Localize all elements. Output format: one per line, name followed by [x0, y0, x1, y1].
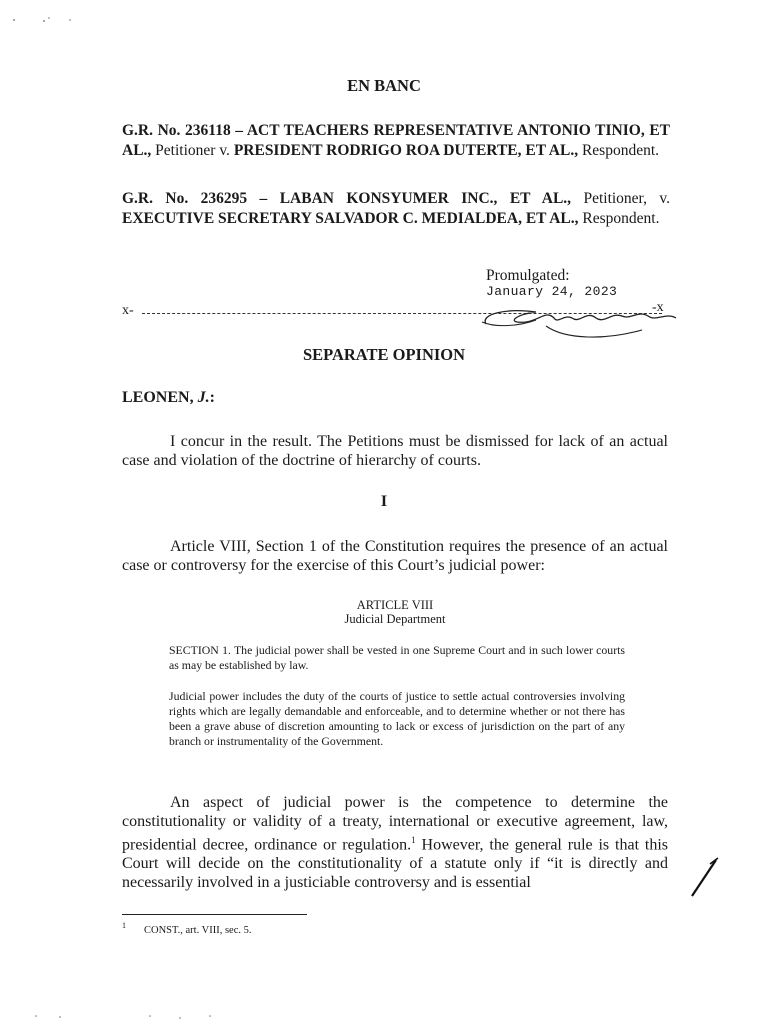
paragraph-1: I concur in the result. The Petitions must be dismissed for lack of an actual case and violation of the doctrine of hierarchy of courts.	[122, 433, 668, 469]
separator-right: -x	[652, 300, 664, 315]
en-banc-heading: EN BANC	[347, 76, 421, 95]
footnote-ref[interactable]: 1	[411, 835, 416, 845]
footnote-rule	[122, 914, 307, 915]
paragraph-3	[122, 793, 668, 892]
author-name: LEONEN,	[122, 389, 194, 406]
signature	[476, 296, 686, 342]
quote-section-2: Judicial power includes the duty of the courts of justice to settle actual controversies involving rights which are legally demandable and enforceable, and to determine whether or not there has been a grave abuse of discretion amounting to lack or excess of jurisdiction on the part of any branch or instrumentality of the Government.	[169, 689, 625, 748]
separator-left: x-	[122, 303, 134, 318]
case1-respondent: PRESIDENT RODRIGO ROA DUTERTE, ET AL.,	[233, 142, 579, 159]
case-caption-2	[122, 189, 670, 229]
case1-number: G.R. No. 236118 – ACT TEACHERS REPRESENTATIVE ANTONIO TINIO, ET AL.,	[122, 122, 670, 159]
paragraph-3-part-2: However, the general rule is that this Court will decide on the constitutionality of a statute only if “it is directly and necessarily involved in a justiciable controversy and is essential	[122, 836, 669, 892]
quote-department: Judicial Department	[344, 612, 446, 626]
section-numeral: I	[380, 493, 388, 510]
footnote-number: 1	[122, 921, 126, 930]
paragraph-2: Article VIII, Section 1 of the Constitution requires the presence of an actual case or controversy for the exercise of this Court’s judicial power:	[122, 538, 668, 574]
margin-mark	[686, 856, 722, 900]
case-caption-1	[122, 121, 670, 161]
case2-number: G.R. No. 236295 – LABAN KONSYUMER INC., ET AL.,	[122, 190, 572, 207]
case1-petitioner: Petitioner v.	[151, 142, 234, 159]
promulgated-date: January 24, 2023	[486, 284, 618, 299]
author-colon: :	[209, 389, 215, 406]
author-initial: J.	[197, 389, 210, 406]
case2-respondent: EXECUTIVE SECRETARY SALVADOR C. MEDIALDEA, ET AL.,	[122, 210, 579, 227]
footnote-text: CONST., art. VIII, sec. 5.	[144, 924, 252, 936]
paragraph-3-part-1: An aspect of judicial power is the competence to determine the constitutionality or validity of a treaty, international or executive agreement, law, presidential decree, ordinance or regulation.	[122, 794, 668, 854]
author-line	[122, 389, 215, 407]
promulgated-label: Promulgated:	[486, 267, 570, 284]
footnote-1	[122, 921, 252, 936]
quote-section-1: SECTION 1. The judicial power shall be vested in one Supreme Court and in such lower courts as may be established by law.	[169, 643, 625, 672]
case2-respondent-label: Respondent.	[578, 210, 660, 227]
quote-article-title: ARTICLE VIII	[356, 598, 434, 612]
separate-opinion-title: SEPARATE OPINION	[302, 345, 466, 364]
case2-petitioner: Petitioner, v.	[571, 190, 670, 207]
case1-respondent-label: Respondent.	[578, 142, 660, 159]
